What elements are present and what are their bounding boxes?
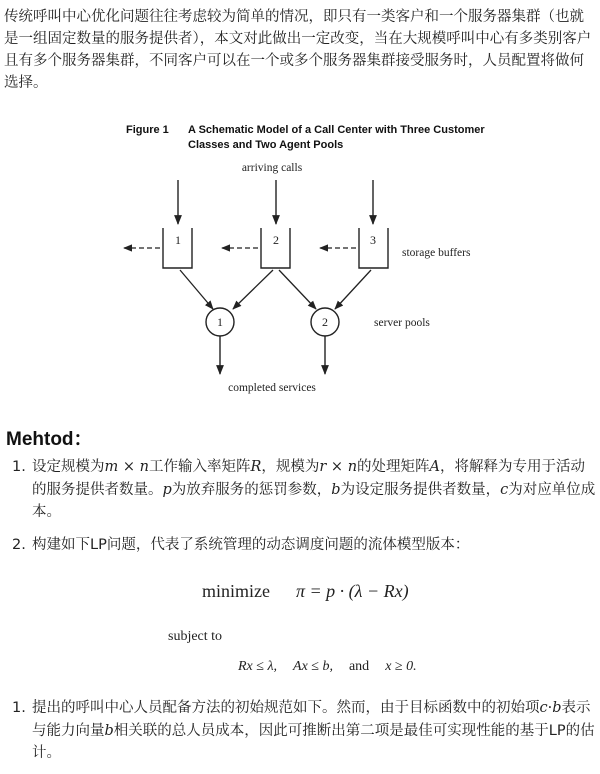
- figure-title-line1: A Schematic Model of a Call Center with Three Customer: [188, 124, 485, 136]
- call-center-diagram: [0, 118, 600, 408]
- subject-to-label: subject to: [168, 629, 223, 644]
- constraints: [238, 659, 417, 675]
- buffer-1-label: 1: [175, 233, 181, 247]
- completed-services-label: completed services: [228, 382, 316, 394]
- item-number: 2.: [12, 536, 26, 553]
- item-number: 1.: [12, 700, 26, 716]
- figure-number: Figure 1: [126, 124, 169, 136]
- minimize-keyword: minimize: [202, 581, 270, 601]
- storage-buffers-label: storage buffers: [402, 247, 471, 259]
- route-2-to-1: [233, 270, 273, 309]
- list-item: 2. 构建如下LP问题，代表了系统管理的动态调度问题的流体模型版本：: [0, 534, 596, 557]
- figure-title-line2: Classes and Two Agent Pools: [188, 139, 344, 151]
- pool-2-label: 2: [322, 315, 328, 329]
- steps-list-a: [0, 456, 596, 556]
- route-1-to-1: [180, 270, 213, 309]
- objective-expression: π = p · (λ − Rx): [295, 581, 409, 601]
- figure-1: [0, 118, 600, 408]
- list-item: 1. 设定规模为m × n工作输入率矩阵R，规模为r × n的处理矩阵A，将解释为专用于活动的服务提供者数量。p为放弃服务的惩罚参数，b为设定服务提供者数量，c为对应单位成本。: [0, 456, 596, 524]
- item-number: 1.: [12, 459, 26, 475]
- constraint-nonneg: x ≥ 0.: [385, 659, 417, 674]
- arriving-calls-label: arriving calls: [241, 162, 303, 174]
- buffer-2-label: 2: [273, 233, 279, 247]
- intro-paragraph: 传统呼叫中心优化问题往往考虑较为简单的情况，即只有一类客户和一个服务器集群（也就是一组固定数量的服务提供者），本文对此做出一定改变，当在大规模呼叫中心有多类别客户且有多个服务器集群，不同客户可以在一个或多个服务器集群接受服务时，人员配置将做何选择。: [4, 9, 592, 91]
- constraint-capacity: Ax ≤ b,: [293, 659, 333, 674]
- lp-formulation: [0, 575, 600, 685]
- pool-1-label: 1: [217, 315, 223, 329]
- buffer-3-label: 3: [370, 233, 376, 247]
- and-word: and: [348, 659, 370, 674]
- steps-list-b: [0, 697, 596, 765]
- list-item: 1. 提出的呼叫中心人员配备方法的初始规范如下。然而，由于目标函数中的初始项c·b表示与能力向量b相关联的总人员成本，因此可推断出第二项是最佳可实现性能的基于LP的估计。: [0, 697, 596, 765]
- route-3-to-2: [335, 270, 371, 309]
- route-2-to-2: [279, 270, 316, 309]
- server-pools-label: server pools: [374, 317, 430, 329]
- constraint-demand: Rx ≤ λ,: [238, 659, 278, 674]
- section-title: Mehtod：: [6, 429, 93, 450]
- objective-function: [202, 581, 409, 602]
